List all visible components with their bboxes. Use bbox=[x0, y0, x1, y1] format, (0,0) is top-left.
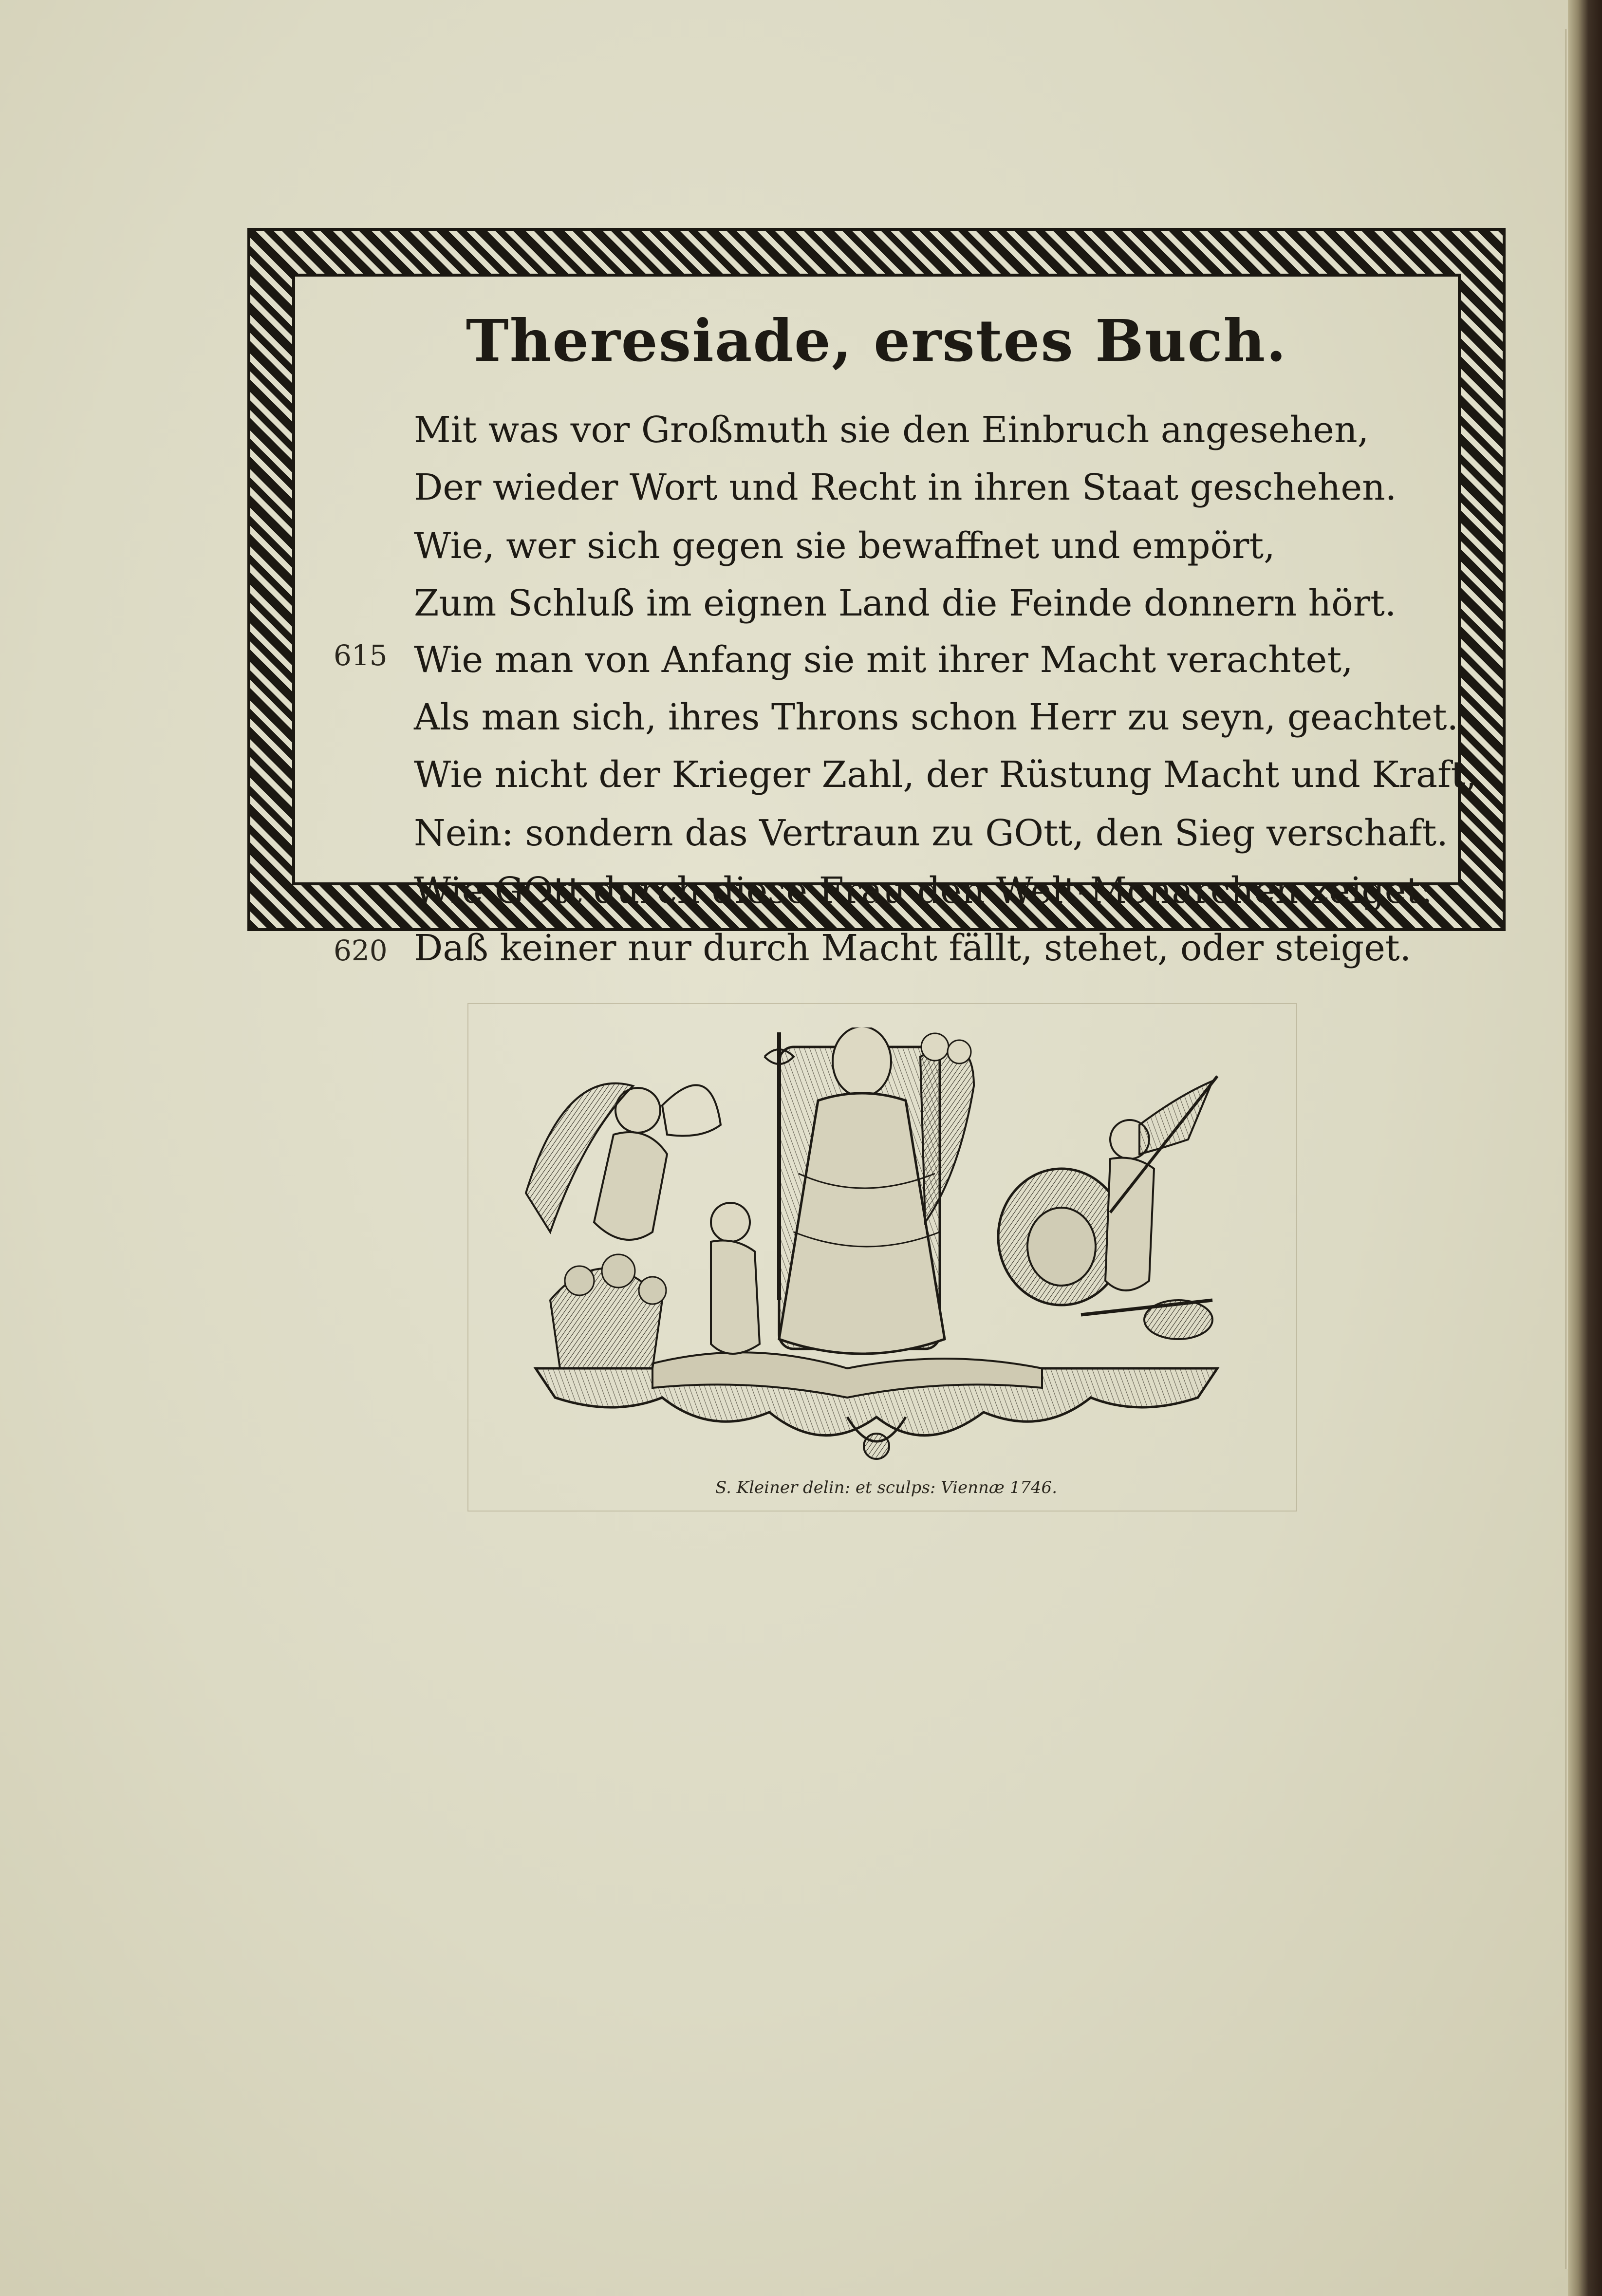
line-number: 620 bbox=[334, 934, 388, 967]
verse-line: Zum Schluß im eignen Land die Feinde donnern hört. bbox=[414, 582, 1397, 624]
verse-line: Wie nicht der Krieger Zahl, der Rüstung Macht und Kraft, bbox=[414, 754, 1477, 796]
verse-line: Der wieder Wort und Recht in ihren Staat geschehen. bbox=[414, 467, 1397, 508]
verse-line: Mit was vor Großmuth sie den Einbruch angesehen, bbox=[414, 409, 1369, 451]
verse-line: Wie GOtt durch diese Frau den Welt-Monarchen zeiget: bbox=[414, 870, 1433, 912]
verse-line: Nein: sondern das Vertraun zu GOtt, den Sieg verschaft. bbox=[414, 812, 1448, 854]
book-binding-edge bbox=[1568, 0, 1602, 2296]
page-heading: Theresiade, erstes Buch. bbox=[466, 307, 1287, 374]
line-number: 615 bbox=[334, 639, 388, 672]
verse-line: Daß keiner nur durch Macht fällt, stehet, oder steiget. bbox=[414, 927, 1412, 969]
allegorical-engraving bbox=[506, 1027, 1247, 1475]
verse-line: Wie man von Anfang sie mit ihrer Macht verachtet, bbox=[414, 639, 1353, 681]
verse-line: Als man sich, ihres Throns schon Herr zu seyn, geachtet. bbox=[414, 696, 1458, 738]
engraving-caption: S. Kleiner delin: et sculps: Viennæ 1746. bbox=[715, 1478, 1057, 1497]
verse-line: Wie, wer sich gegen sie bewaffnet und empört, bbox=[414, 525, 1275, 567]
